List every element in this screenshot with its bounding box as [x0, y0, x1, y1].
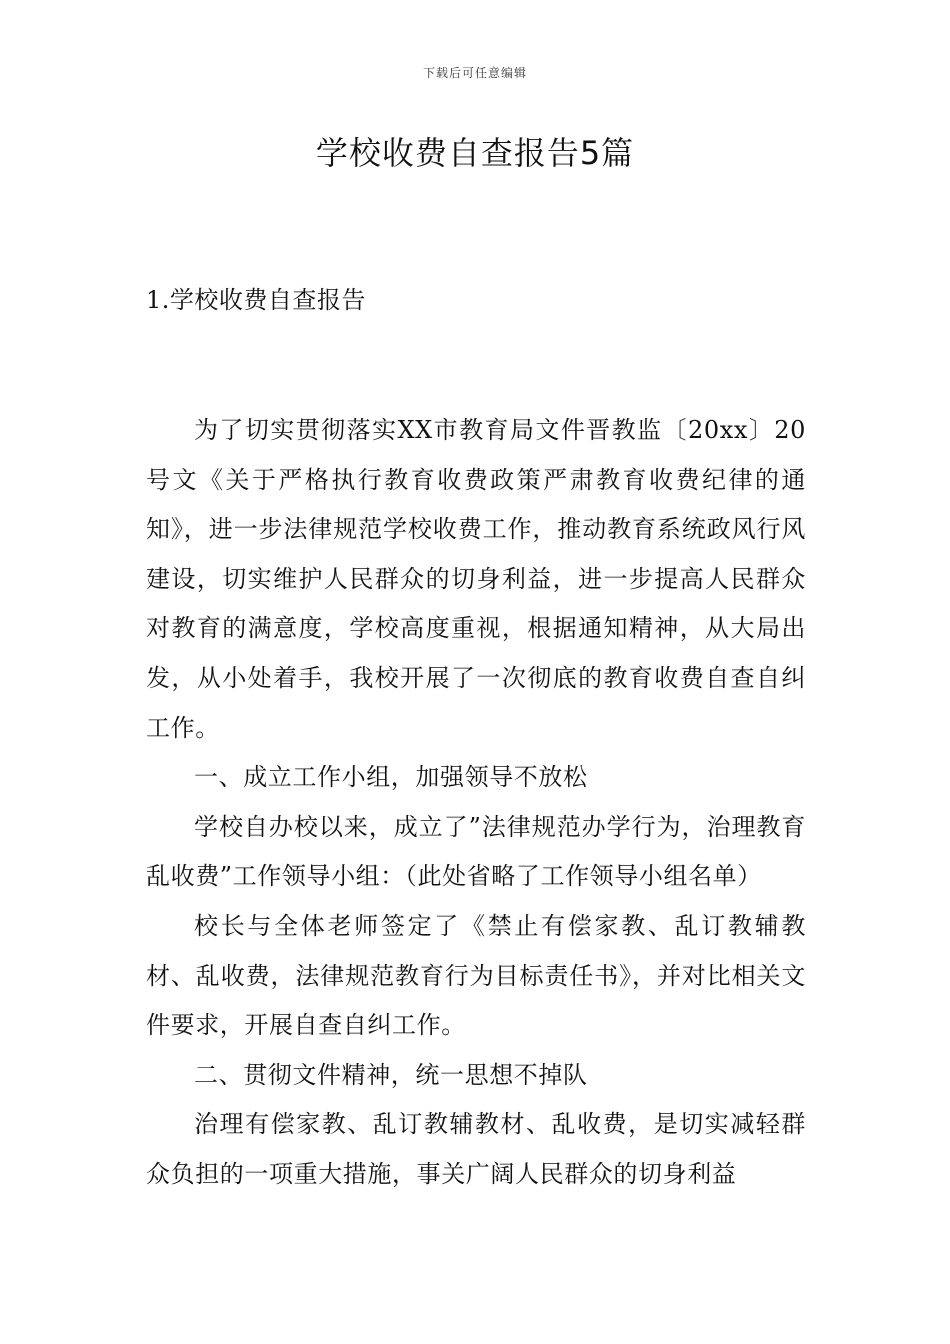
- body-paragraph: 治理有偿家教、乱订教辅教材、乱收费，是切实减轻群众负担的一项重大措施，事关广阔人民群众的切身利益: [146, 1110, 806, 1188]
- document-title: 学校收费自查报告5篇: [315, 134, 635, 172]
- header-note: 下载后可任意编辑: [422, 66, 527, 80]
- body-paragraph: 学校自办校以来，成立了”法律规范办学行为，治理教育乱收费”工作领导小组：（此处省略了工作领导小组名单）: [146, 812, 806, 891]
- section-heading: 1.学校收费自查报告: [146, 286, 366, 314]
- subsection-heading: 一、成立工作小组，加强领导不放松: [194, 763, 588, 792]
- body-paragraph: 校长与全体老师签定了《禁止有偿家教、乱订教辅教材、乱收费，法律规范教育行为目标责任书》，并对比相关文件要求，开展自查自纠工作。: [146, 911, 806, 1040]
- body-paragraph: 为了切实贯彻落实XX市教育局文件晋教监〔20xx〕20号文《关于严格执行教育收费政策严肃教育收费纪律的通知》，进一步法律规范学校收费工作，推动教育系统政风行风建设，切实维护人民群众的切身利益，进一步提高人民群众对教育的满意度，学校高度重视，根据通知精神，从大局出发，从小处着手，我校开展了一次彻底的教育收费自查自纠工作。: [146, 416, 806, 742]
- subsection-heading: 二、贯彻文件精神，统一思想不掉队: [194, 1060, 588, 1089]
- document-body: [146, 282, 806, 1200]
